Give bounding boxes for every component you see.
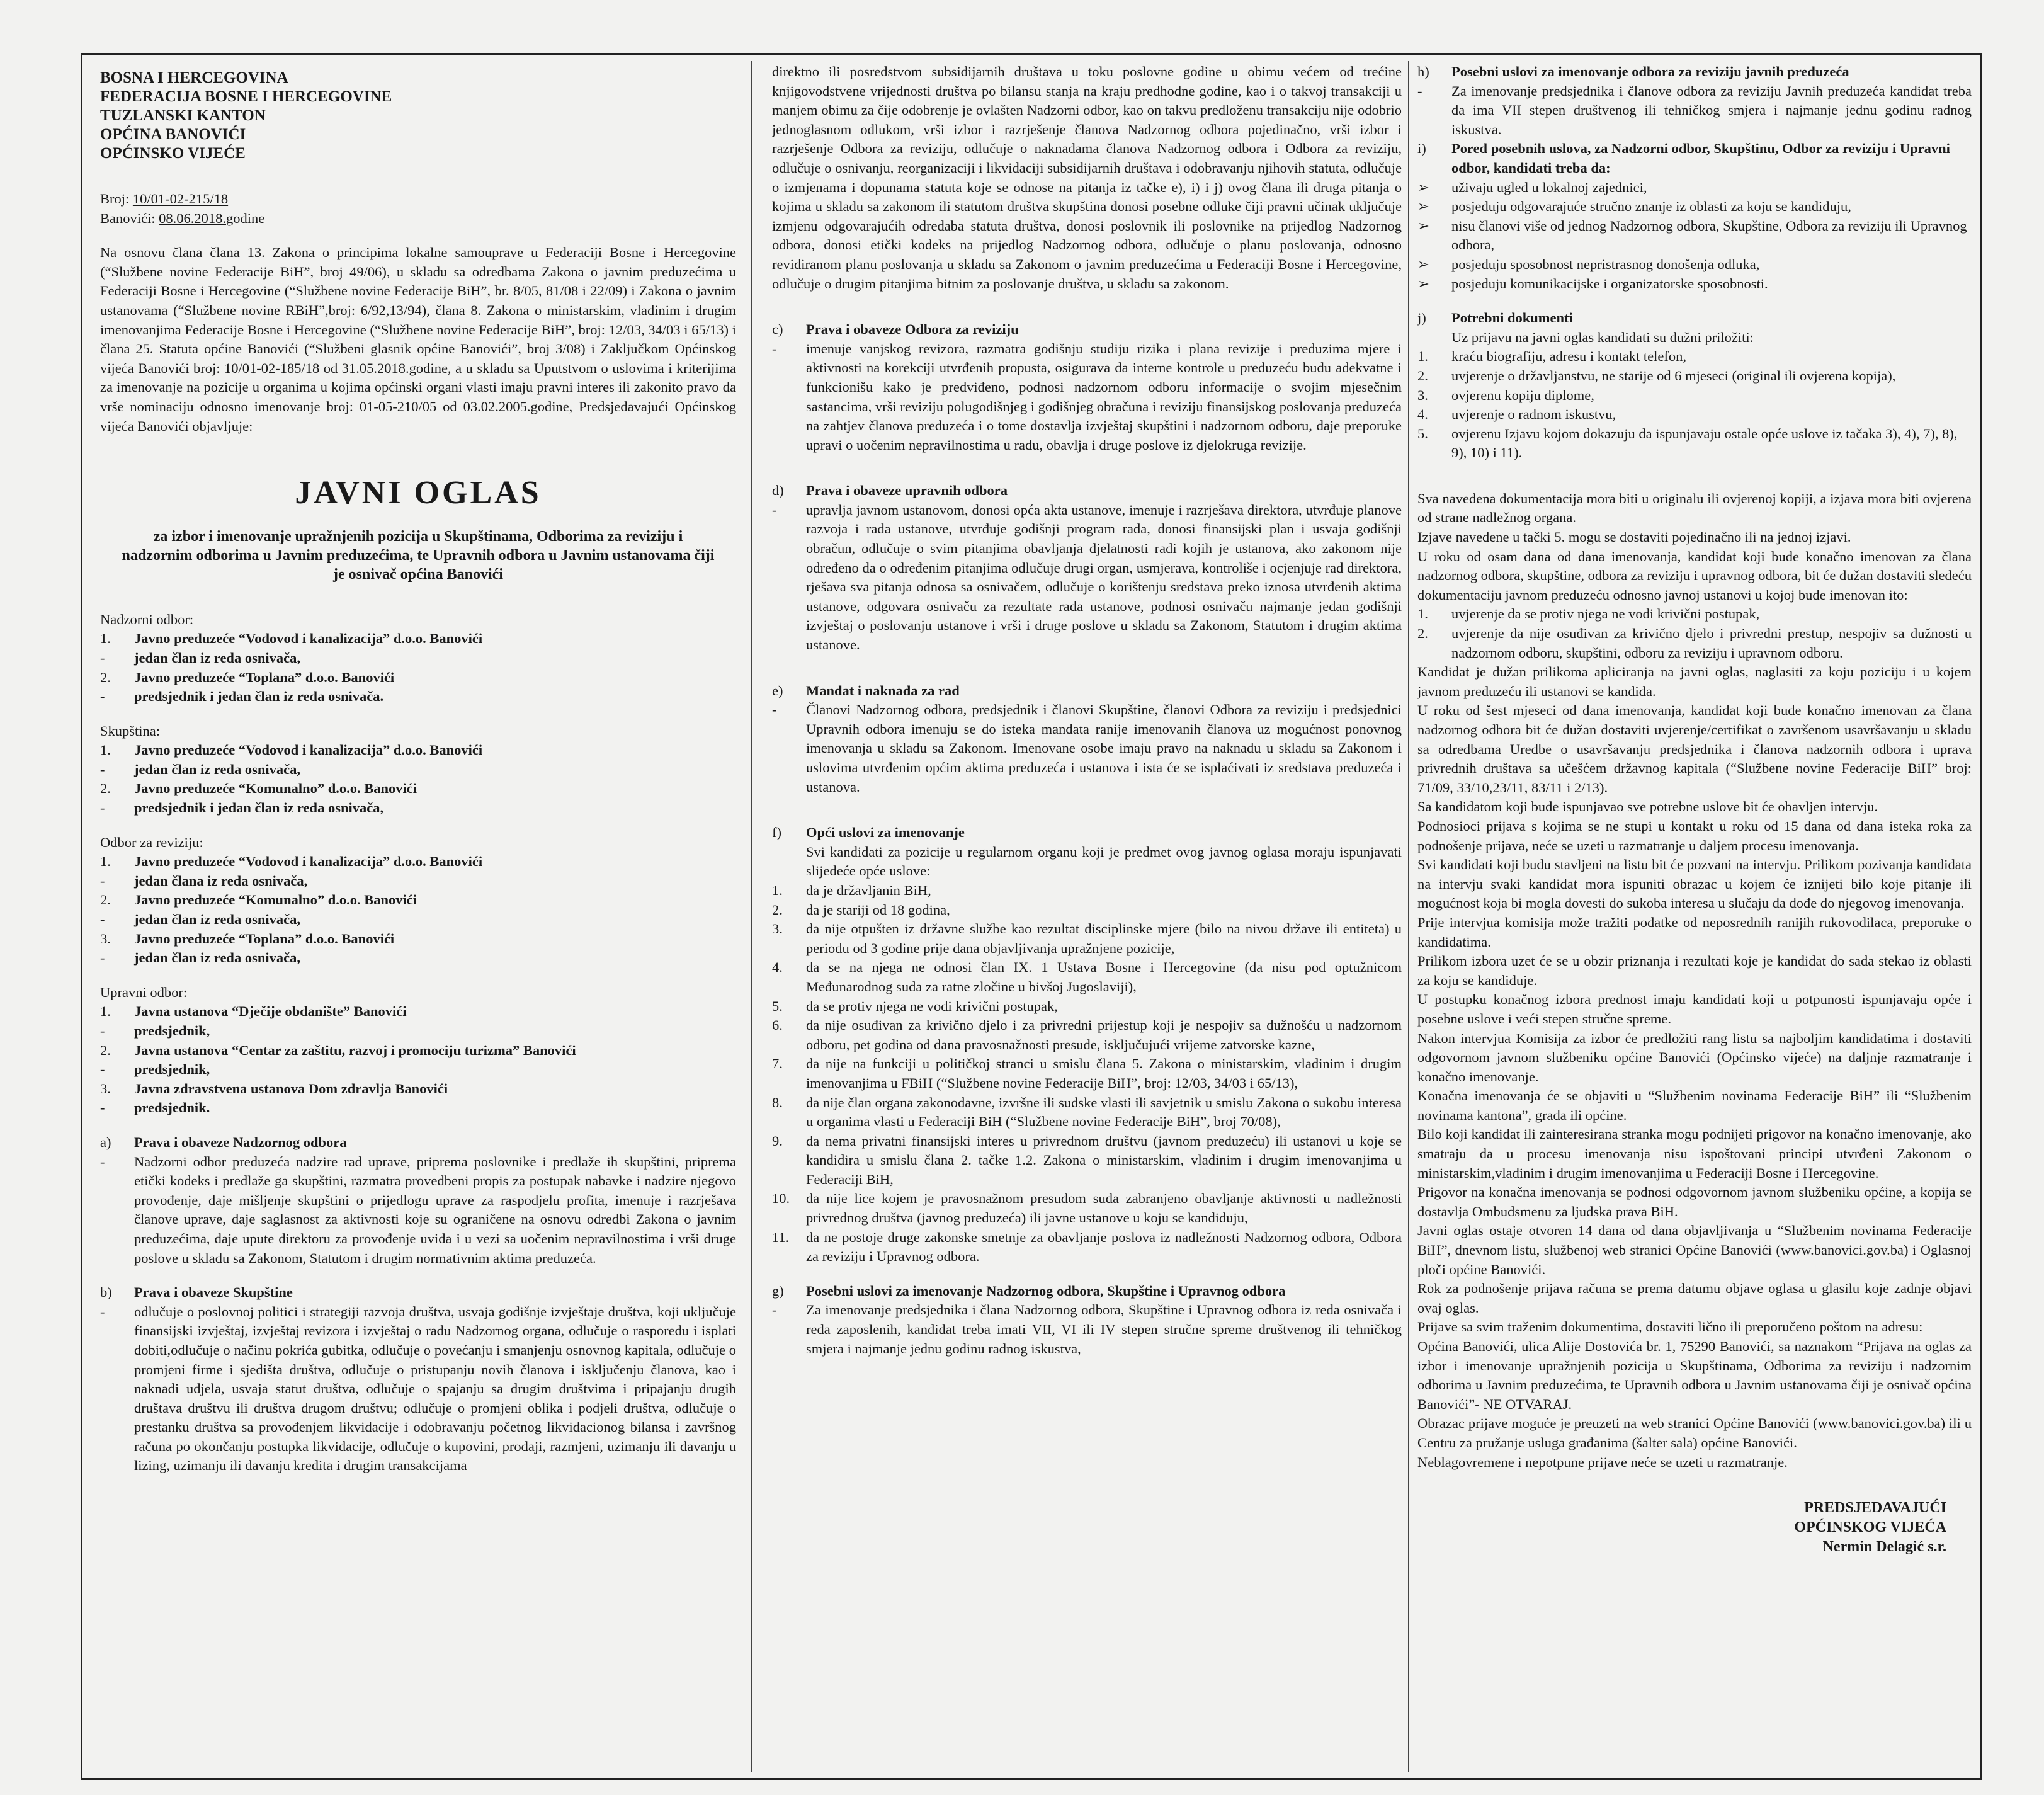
position-group [100, 722, 736, 833]
item-text: Pored posebnih uslova, za Nadzorni odbor, Skupštinu, Odbor za reviziju i Upravni odbor, kandidati treba da: [1451, 140, 1950, 176]
arrow-bullet-icon: ➢ [1417, 198, 1429, 215]
final-provisions [1417, 489, 1972, 1472]
item-marker: j) [1417, 310, 1426, 326]
item-text: kraću biografiju, adresu i kontakt telefon, [1451, 348, 1686, 365]
paragraph: Prije intervjua komisija može tražiti podatke od neposrednih ranijih rukovodilaca, preporuke o kandidatima. [1417, 914, 1972, 950]
section-c [772, 320, 1402, 455]
item-marker: 6. [772, 1017, 783, 1034]
item-text: ovjerenu kopiju diplome, [1451, 387, 1594, 403]
paragraph: Izjave navedene u tački 5. mogu se dostaviti pojedinačno ili na jednoj izjavi. [1417, 529, 1851, 545]
section-text: Članovi Nadzornog odbora, predsjednik i članovi Skupštine, članovi Odbora za reviziju i predsjednici Upravnih odbora imenuju se do isteka mandata ranije imenovanih članova uz mogućnost ponovnog imenovanja u skladu sa Zakonom. Imenovane osobe imaju pravo na naknadu u skladu sa Zakonom i uslovima utvrđenim općim aktima preduzeća i ustanova i ista će se isplaćivati iz sredstava preduzeća i ustanova. [806, 702, 1402, 795]
position-item [100, 741, 736, 760]
signature-name: Nermin Delagić s.r. [1822, 1539, 1946, 1556]
item-text: nisu članovi više od jednog Nadzornog odbora, Skupštine, Odbora za reviziju ili Upravnog odbora, [1451, 217, 1967, 253]
paragraph: Nakon intervjua Komisija za izbor će predložiti rang listu sa najboljim kandidatima i dostaviti odgovornom javnom službeniku općine Banovići (Općinsko vijeće) na daljnje razmatranje i konačno imenovanje. [1417, 1030, 1972, 1085]
header-line: OPĆINA BANOVIĆI [100, 126, 246, 143]
section-d [772, 481, 1402, 654]
paragraph: Svi kandidati koji budu stavljeni na listu bit će pozvani na intervju. Prilikom pozivanja kandidata na intervju svaki kandidat mora ispuniti obrazac u kojem će iznijeti bilo koje pitanje ili mogućnost koja bi mogla dovesti do sukoba interesa u slučaju da dođe do njegovog imenovanja. [1417, 857, 1972, 911]
item-marker: - [100, 688, 105, 705]
header-block [100, 69, 736, 163]
item-marker: - [100, 1061, 105, 1078]
item-marker: 3. [772, 921, 783, 937]
item-text: da je državljanin BiH, [806, 882, 931, 898]
header-line: TUZLANSKI KANTON [100, 107, 266, 124]
section-heading [772, 823, 1402, 843]
item-text: Prava i obaveze Odbora za reviziju [806, 321, 1019, 338]
paragraph: U roku od osam dana od dana imenovanja, kandidat koji bude konačno imenovan za člana nadzornog odbora, skupštine, odbora za reviziju i upravnog odbora, bit će dužan dostaviti sledeću dokumentaciju javnom preduzeću odnosno javnoj ustanovi u kojoj bude imenovan ito: [1417, 548, 1972, 603]
item-marker: - [100, 800, 105, 816]
item-text: Javno preduzeće “Toplana” d.o.o. Banovići [134, 669, 395, 685]
positions-list [100, 610, 736, 1118]
item-text: Javno preduzeće “Vodovod i kanalizacija” d.o.o. Banovići [134, 853, 483, 870]
condition-item [772, 1132, 1402, 1190]
item-marker: - [100, 950, 105, 966]
item-text: da je stariji od 18 godina, [806, 901, 950, 918]
paragraph: Kandidat je dužan prilikoma apliciranja na javni oglas, naglasiti za koju poziciju i u kojem javnom preduzeću ili ustanovi se kandida. [1417, 664, 1972, 699]
paragraph: Sa kandidatom koji bude ispunjavao sve potrebne uslove bit će obavljen intervju. [1417, 799, 1878, 815]
item-text: predsjednik i jedan član iz reda osnivača. [134, 688, 384, 705]
position-item [100, 1060, 736, 1080]
group-title: Nadzorni odbor: [100, 611, 194, 627]
section-heading [1417, 62, 1972, 82]
date: 08.06.2018. [159, 210, 226, 226]
item-text: Potrebni dokumenti [1451, 310, 1573, 326]
section-body [772, 339, 1402, 455]
condition-item [772, 920, 1402, 958]
item-text: da nije osuđivan za krivično djelo i za privredni prijestup koji je nespojiv sa dužnošću u nadzornom odboru, pet godina od dana pravosnažnosti presude, isključujući vrijeme zatvorske kazne, [806, 1017, 1402, 1052]
paragraph: Obrazac prijave moguće je preuzeti na web stranici Općine Banovići (www.banovici.gov.ba) ili u Centru za pružanje usluga građanima (šalter sala) općine Banovići. [1417, 1415, 1972, 1450]
item-marker: 3. [100, 1080, 111, 1097]
item-text: ovjerenu Izjavu kojom dokazuju da ispunjavaju ostale opće uslove iz tačaka 3), 4), 7), 8), 9), 10) i 11). [1451, 425, 1958, 461]
paragraph: Konačna imenovanja će se objaviti u “Službenim novinama Federacije BiH” ili “Službenim novinama kantona”, grada ili općine. [1417, 1088, 1972, 1123]
section-text: odlučuje o poslovnoj politici i strategiji razvoja društva, usvaja godišnje izvještaje društva, koji uključuje finansijski izvještaj, izvještaj revizora i izvještaj o radu Nadzornog organa, odlučuje o rasporedu i isplati dobiti,odlučuje o načinu pokrića gubitka, odlučuje o povećanju i smanjenju osnovnog kapitala, odlučuje o promjeni firme i sjedišta društva, odlučuje o pristupanju novih članova i isključenju članova, kao i naknadi udjela, usvaja statut društva, odlučuje o spajanju sa drugim društvima i pripajanju drugih društava društvu ili društva drugom društvu; odlučuje o promjeni oblika i podjeli društva, odlučuje o prestanku društva sa provođenjem likvidacije i odobravanju početnog likvidacionog bilansa i završnog računa po okončanju postupka likvidacije, odlučuje o kupovini, prodaji, razmjeni, uzimanju ili davanju u lizing, uzimanju ili davanju kredita i drugim transakcijama [134, 1303, 736, 1474]
document-item [1417, 386, 1972, 406]
item-text: predsjednik i jedan član iz reda osnivača, [134, 800, 384, 816]
position-item [100, 687, 736, 707]
item-marker: 9. [772, 1132, 783, 1149]
item-marker: 8. [772, 1094, 783, 1110]
paragraph: Rok za podnošenje prijava računa se prema datumu objave oglasa u glasilu koje zadnje objavi ovaj oglas. [1417, 1280, 1972, 1316]
column-divider [751, 61, 752, 1772]
spacer [1417, 328, 1451, 348]
item-marker: 2. [1417, 367, 1428, 384]
spacer [772, 843, 806, 881]
section-b-continued: direktno ili posredstvom subsidijarnih društava u toku poslovne godine u obimu većem od trećine knjigovodstvene vrijednosti društva po bilansu stanja na kraju predhodne godine, kao i o takvoj transakciji u manjem obimu za čije odobrenje je ovlašten Nadzorni odbor, kao on takvu predloženu transakciju nije odobrio jednoglasnom odlukom, vrši izbor i razrješenje članova Nadzornog odbora pojedinačno, vrši izbor i razrješenje Odbora za reviziju, odlučuje o naknadama članova Nadzornog odbora i Odbora za reviziju, odlučuje o osnivanju, reorganizaciji i likvidaciji subsidijarnih društava i odobravanju njihovih statuta, odlučuje o izmjenama i dopunama statuta koje se odnose na pitanja iz tačke e), i) i j) ovog člana ili druga pitanja o kojima u skladu sa zakonom ili statutom društva skupština donosi posebne odluke čiji pravni učinak uključuje izmjenu odgovarajućih odredaba statuta društva, donosi poslovnik ili poslovnike na prijedlog Nadzornog odbora, donosi etički kodeks na prijedlog Nadzornog odbora, odlučuje o planu poslovanja, odnosno revidiranom planu poslovanja u skladu sa Zakonom o javnim preduzećima u Federaciji Bosne i Hercegovine, odlučuje o drugim pitanjima bitnim za poslovanje društva, u skladu sa zakonom. [772, 64, 1402, 292]
position-item [100, 1041, 736, 1061]
requirement-item [1417, 178, 1972, 198]
condition-item [772, 881, 1402, 901]
section-heading [772, 1282, 1402, 1301]
condition-item [772, 1093, 1402, 1132]
paragraph: Neblagovremene i nepotpune prijave neće se uzeti u razmatranje. [1417, 1454, 1788, 1470]
dash-marker: - [772, 340, 777, 356]
dash-marker: - [772, 702, 777, 718]
group-title: Skupština: [100, 722, 161, 739]
item-marker: 5. [772, 998, 783, 1014]
item-marker: 1. [100, 1003, 111, 1020]
paragraph: Prijave sa svim traženim dokumentima, dostaviti lično ili preporučeno poštom na adresu: [1417, 1319, 1923, 1335]
document-item [1417, 347, 1972, 367]
item-text: uvjerenje da nije osuđivan za krivično djelo i privredni prestup, nespojiv sa dužnosti u nadzornom odboru, skupštini, odboru za reviziju i upravnom odboru. [1451, 625, 1972, 661]
section-intro [772, 843, 1402, 881]
document-item [1417, 425, 1972, 463]
document-item [1417, 405, 1972, 425]
header-line: OPĆINSKO VIJEĆE [100, 145, 246, 162]
item-marker: - [100, 649, 105, 666]
item-text: Opći uslovi za imenovanje [806, 824, 965, 841]
dash-marker: - [100, 1303, 105, 1319]
item-marker: f) [772, 824, 781, 841]
condition-item [772, 1189, 1402, 1228]
item-marker: 1. [100, 853, 111, 870]
section-text: Za imenovanje predsjednika i člana Nadzornog odbora, Skupštine i Upravnog odbora iz reda osnivača i reda zaposlenih, kandidat treba imati VII, VI ili IV stepen stručne spreme društvenog ili tehničkog smjera i najmanje jednu godinu radnog iskustva, [806, 1302, 1402, 1357]
item-marker: 5. [1417, 425, 1428, 442]
item-marker: 2. [772, 901, 783, 918]
section-intro [1417, 328, 1972, 348]
item-marker: b) [100, 1284, 112, 1301]
column-1 [100, 62, 736, 1773]
item-marker: - [100, 872, 105, 889]
section-f [772, 823, 1402, 1267]
position-item [100, 852, 736, 872]
item-marker: 2. [1417, 625, 1428, 642]
broj-line: Broj: 10/01-02-215/18 [100, 191, 229, 207]
paragraph: Sva navedena dokumentacija mora biti u originalu ili ovjerenoj kopiji, a izjava mora biti ovjerena od strane nadležnog organa. [1417, 490, 1972, 526]
position-group [100, 610, 736, 722]
section-body [1417, 82, 1972, 140]
section-e [772, 681, 1402, 797]
section-heading [1417, 309, 1972, 328]
requirement-item [1417, 275, 1972, 294]
section-heading [772, 681, 1402, 701]
dash-marker: - [772, 1302, 777, 1318]
item-marker: 11. [772, 1229, 790, 1245]
item-text: Posebni uslovi za imenovanje odbora za reviziju javnih preduzeća [1451, 64, 1849, 79]
section-heading [1417, 139, 1972, 178]
position-item [100, 779, 736, 799]
item-marker: 3. [100, 930, 111, 947]
item-marker: 2. [100, 892, 111, 908]
section-text: Svi kandidati za pozicije u regularnom organu koji je predmet ovog javnog oglasa moraju ispunjavati slijedeće opće uslove: [806, 843, 1402, 879]
paragraph: U postupku konačnog izbora prednost imaju kandidati koji u potpunosti ispunjavaju opće i posebne uslove i veći stepen stručne spreme. [1417, 991, 1972, 1027]
item-marker: 1. [100, 630, 111, 647]
section-b [100, 1283, 736, 1476]
paragraph: Općina Banovići, ulica Alije Dostovića br. 1, 75290 Banovići, sa naznakom “Prijava na oglas za izbor i imenovanje upražnjenih pozicija u Skupštinama, Odborima za reviziju i nadzornim odborima u Javnim preduzećima, te Upravnih odbora u Javnim ustanovama čiji je osnivač općina Banovići”- NE OTVARAJ. [1417, 1338, 1972, 1412]
item-text: Javna ustanova “Dječije obdanište” Banovići [134, 1003, 407, 1020]
section-body [772, 700, 1402, 797]
item-text: uvjerenje o radnom iskustvu, [1451, 406, 1616, 423]
broj: 10/01-02-215/18 [132, 191, 229, 207]
section-text: Uz prijavu na javni oglas kandidati su dužni priložiti: [1451, 329, 1754, 345]
condition-item [772, 1016, 1402, 1054]
item-marker: g) [772, 1282, 784, 1299]
condition-item [772, 958, 1402, 996]
section-heading [100, 1283, 736, 1302]
position-item [100, 1022, 736, 1041]
condition-item [772, 1228, 1402, 1267]
item-text: Posebni uslovi za imenovanje Nadzornog odbora, Skupštine i Upravnog odbora [806, 1282, 1286, 1299]
item-text: Javno preduzeće “Vodovod i kanalizacija” d.o.o. Banovići [134, 630, 483, 647]
requirement-item [1417, 197, 1972, 217]
paragraph: Podnosioci prijava s kojima se ne stupi u kontakt u roku od 15 dana od dana isteka roka za podnošenje prijava, neće se uzeti u razmatranje u daljem procesu imenovanja. [1417, 818, 1972, 853]
position-item [100, 930, 736, 949]
item-text: da nema privatni finansijski interes u privrednom društvu (javnom preduzeću) ili ustanovi u koje se kandidira u smislu člana 2. tačke 1.2. Zakona o ministarskim, vladinim i drugim imenovanjima u Federaciji BiH, [806, 1132, 1402, 1187]
item-marker: 2. [100, 780, 111, 797]
item-text: jedan član iz reda osnivača, [134, 761, 300, 777]
item-text: da nije otpušten iz državne službe kao rezultat disciplinske mjere (bilo na nivou države ili entiteta) u periodu od 3 godine prije dana objavljivanja upražnjene pozicije, [806, 921, 1402, 956]
position-item [100, 891, 736, 910]
item-marker: 2. [100, 669, 111, 685]
condition-item [772, 997, 1402, 1017]
item-marker: 4. [772, 959, 783, 976]
item-marker: - [100, 761, 105, 777]
item-text: posjeduju odgovarajuće stručno znanje iz oblasti za koju se kandiduju, [1451, 198, 1851, 215]
item-marker: 3. [1417, 387, 1428, 403]
position-item [100, 760, 736, 780]
item-text: predsjednik, [134, 1061, 210, 1078]
item-text: Javno preduzeće “Komunalno” d.o.o. Banovići [134, 780, 417, 797]
item-text: da se na njega ne odnosi član IX. 1 Ustava Bosne i Hercegovine (da nisu pod optužnicom Međunarodnog suda za ratne zločine u bivšoj Jugoslaviji), [806, 959, 1402, 994]
item-marker: 7. [772, 1056, 783, 1072]
paragraph: Prigovor na konačna imenovanja se podnosi odgovornom javnom službeniku općine, a kopija se dostavlja Ombudsmenu za ljudska prava BiH. [1417, 1184, 1972, 1219]
requirement-item [1417, 255, 1972, 275]
group-title: Upravni odbor: [100, 984, 188, 1000]
position-item [100, 799, 736, 818]
dash-marker: - [772, 501, 777, 518]
item-text: predsjednik, [134, 1023, 210, 1039]
section-body [100, 1302, 736, 1476]
item-text: uvjerenje da se protiv njega ne vodi krivični postupak, [1451, 606, 1760, 622]
dash-marker: - [100, 1153, 105, 1170]
position-item [100, 1002, 736, 1022]
position-item [100, 668, 736, 688]
position-item [100, 649, 736, 668]
item-text: da nije na funkciji u političkoj stranci u smislu člana 5. Zakona o ministarskim, vladinim i drugim imenovanjima u FBiH (“Službene novine Federacije BiH”, broj: 12/03, 34/03 i 65/13), [806, 1056, 1402, 1091]
item-text: Prava i obaveze Nadzornog odbora [134, 1134, 347, 1150]
item-text: predsjednik. [134, 1100, 210, 1116]
item-marker: 1. [100, 742, 111, 758]
signature-title: OPĆINSKOG VIJEĆA [1794, 1519, 1946, 1536]
item-marker: 2. [100, 1042, 111, 1058]
item-marker: 4. [1417, 406, 1428, 423]
section-heading [772, 481, 1402, 501]
item-marker: 1. [1417, 606, 1428, 622]
arrow-bullet-icon: ➢ [1417, 217, 1429, 234]
section-body [100, 1153, 736, 1268]
item-text: Javno preduzeće “Vodovod i kanalizacija” d.o.o. Banovići [134, 742, 483, 758]
position-item [100, 910, 736, 930]
section-text: Nadzorni odbor preduzeća nadzire rad uprave, priprema poslovnike i predlaže ih skupštini, priprema etički kodeks i predlaže ga skupštini, razmatra provedbeni propis za postupak nabavke i nadzire njegovo provođenje, daje mišljenje skupštini o prijedlogu uprave za raspodjelu profita, imenuje i razrješava članove uprave, daje saglasnost za aktivnosti koje su ograničene na osnovu odredbi Zakona o javnim preduzećima, daje upute direktoru za provođenje uvida i u vezi sa uočenim nepravilnostima i vrši druge poslove u skladu sa Zakonom, Statutom i drugim normativnim aktima preduzeća. [134, 1153, 736, 1266]
column-3 [1417, 62, 1972, 1773]
position-item [100, 872, 736, 891]
item-text: da nije član organa zakonodavne, izvršne ili sudske vlasti ili savjetnik u smislu Zakona o sukobu interesa u organima vlasti u Federaciji BiH (“Službene novine Federacije BiH”, broj 70/08), [806, 1094, 1402, 1130]
item-marker: - [100, 1100, 105, 1116]
item-text: Javna ustanova “Centar za zaštitu, razvoj i promociju turizma” Banovići [134, 1042, 576, 1058]
arrow-bullet-icon: ➢ [1417, 256, 1429, 272]
item-text: jedan član iz reda osnivača, [134, 911, 300, 928]
item-text: uvjerenje o državljanstvu, ne starije od 6 mjeseci (original ili ovjerena kopija), [1451, 367, 1896, 384]
item-text: Javno preduzeće “Komunalno” d.o.o. Banovići [134, 892, 417, 908]
paragraph: Bilo koji kandidat ili zainteresirana stranka mogu podnijeti prigovor na konačno imenovanje, ako smatraju da u procesu imenovanja nisu ispoštovani principi utvrđeni Zakonom o ministarskim,vladinim i drugim imenovanjima u Federaciji Bosne i Hercegovine. [1417, 1126, 1972, 1181]
requirement-item [1417, 217, 1972, 255]
group-title: Odbor za reviziju: [100, 834, 203, 850]
paragraph: Javni oglas ostaje otvoren 14 dana od dana objavljivanja u “Službenim novinama Federacije BiH”, dnevnom listu, službenoj web stranici Općine Banovići (www.banovici.gov.ba) i Oglasnoj ploči općine Banovići. [1417, 1222, 1972, 1277]
section-body [772, 501, 1402, 655]
condition-item [772, 1054, 1402, 1093]
section-h [1417, 62, 1972, 139]
certificate-item [1417, 605, 1972, 624]
item-text: uživaju ugled u lokalnoj zajednici, [1451, 179, 1647, 195]
item-text: jedan član iz reda osnivača, [134, 950, 300, 966]
item-text: da se protiv njega ne vodi krivični postupak, [806, 998, 1058, 1014]
paragraph: U roku od šest mjeseci od dana imenovanja, kandidat koji bude konačno imenovan za člana nadzornog odbora bit će dužan dostaviti uvjerenje/certifikat o završenom usavršavanju u skladu sa odredbama Uredbe o usavršavanju predsjednika i članova nadzornih odbora i uprava privrednih društava sa učešćem državnog kapitala (“Službene novine Federacije BiH” broj: 71/09, 33/10,23/11, 83/11 i 2/13). [1417, 702, 1972, 795]
signature-title: PREDSJEDAVAJUĆI [1804, 1500, 1946, 1517]
position-group [100, 983, 736, 1118]
section-a [100, 1133, 736, 1268]
item-marker: - [100, 1023, 105, 1039]
item-marker: c) [772, 321, 783, 338]
section-text: upravlja javnom ustanovom, donosi opća akta ustanove, imenuje i razrješava direktora, utvrđuje planove razvoja i rada ustanove, utvrđuje godišnji program rada, donosi finansijski plan i usvaja godišnji obračun, odlučuje o svim pitanjima obavljanja djelatnosti radi kojih je ustanova, ako zakonom nije određeno da o određenim pitanjima odlučuje drugi organ, usmjerava, kontroliše i ocjenjuje rad direktora, rješava sva pitanja odnosa sa osnivačem, odlučuje o korištenju sredstava preko iznosa utvrđenih aktima ustanove, odgovara osnivaču za rezultate rada ustanove, podnosi osnivaču najmanje jedan godišnji izvještaj o poslovanju ustanove i vrši i druge poslove u skladu sa Zakonom, Statutom i drugim aktima ustanove. [806, 501, 1402, 653]
section-body [772, 1301, 1402, 1359]
section-i [1417, 139, 1972, 293]
item-text: Javno preduzeće “Toplana” d.o.o. Banovići [134, 930, 395, 947]
item-text: jedan člana iz reda osnivača, [134, 872, 308, 889]
document-item [1417, 367, 1972, 386]
position-item [100, 629, 736, 649]
date-line: Banovići: 08.06.2018.godine [100, 210, 265, 226]
item-marker: 10. [772, 1190, 790, 1207]
intro-paragraph: Na osnovu člana člana 13. Zakona o principima lokalne samouprave u Federaciji Bosne i Hercegovine (“Službene novine Federacije BiH”, broj 49/06), u skladu sa odredbama Zakona o javnim preduzećima u Federaciji Bosne i Hercegovine (“Službene novine Federacije BiH”, br. 8/05, 81/08 i 22/09) i Zakona o javnim ustanovama (“Službene novine RBiH”,broj: 6/92,13/94), člana 8. Zakona o ministarskim, vladinim i drugim imenovanjima Federacije Bosne i Hercegovine (“Službene novine Federacije BiH”, broj: 12/03, 34/03 i 65/13) i člana 25. Statuta općine Banovići (“Službeni glasnik općine Banovići”, broj 3/08) i Zaključkom Općinskog vijeća Banovići broj: 10/01-02-185/18 od 31.05.2018.godine, a u skladu sa Uputstvom o uslovima i kriterijima za imenovanje na pozicije u organima u kojima općinski organi vlasti imaju pravni interes ili zakonito pravo da vrše nominaciju odnosno imenovanje broj: 01-05-210/05 od 03.02.2005.godine, Predsjedavajući Općinskog vijeća Banovići objavljuje: [100, 244, 736, 434]
item-text: Prava i obaveze Skupštine [134, 1284, 293, 1301]
header-line: BOSNA I HERCEGOVINA [100, 69, 288, 86]
position-group [100, 833, 736, 983]
section-j [1417, 309, 1972, 463]
item-marker: a) [100, 1134, 111, 1150]
item-marker: - [100, 911, 105, 928]
dash-marker: - [1417, 83, 1422, 99]
section-text: Za imenovanje predsjednika i članove odbora za reviziju Javnih preduzeća kandidat treba da ima VII stepen društvenog ili tehničkog smjera i najmanje jednu godinu radnog iskustva. [1451, 83, 1972, 137]
arrow-bullet-icon: ➢ [1417, 179, 1429, 195]
page-title: JAVNI OGLAS [295, 475, 542, 511]
arrow-bullet-icon: ➢ [1417, 275, 1429, 292]
item-text: posjeduju komunikacijske i organizatorske sposobnosti. [1451, 275, 1768, 292]
item-text: posjeduju sposobnost nepristrasnog donošenja odluka, [1451, 256, 1760, 272]
notice-frame [81, 53, 1982, 1780]
item-text: Mandat i naknada za rad [806, 682, 960, 698]
item-marker: h) [1417, 64, 1429, 79]
item-marker: 1. [1417, 348, 1428, 365]
subtitle: za izbor i imenovanje upražnjenih pozicija u Skupštinama, Odborima za reviziju i nadzornim odborima u Javnim preduzećima, te Upravnih odbora u Javnim ustanovama čiji je osnivač općina Banovići [122, 528, 715, 583]
item-text: Javna zdravstvena ustanova Dom zdravlja Banovići [134, 1080, 448, 1097]
item-marker: i) [1417, 140, 1426, 157]
item-text: Prava i obaveze upravnih odbora [806, 482, 1008, 499]
section-text: imenuje vanjskog revizora, razmatra godišnju studiju rizika i plana revizije i preduzima mjere i aktivnosti na korekciji utvrđenih propusta, osigurava da interne kontrole u preduzeću budu adekvatne i funkcionišu kako je predviđeno, podnosi nadzornom odboru informacije o svojim mjesečnim sastancima, vrši reviziju polugodišnjeg i godišnjeg obračuna i reviziju finansijskog poslovanja preduzeća na zahtjev članova preduzeća i o tome dostavlja izvještaj skupštini i nadzornom odboru, daje preporuke upravi o uočenim nepravilnostima u radu, obavlja i druge poslove iz djelokruga revizije. [806, 340, 1402, 453]
certificate-item [1417, 624, 1972, 663]
item-text: jedan član iz reda osnivača, [134, 649, 300, 666]
item-text: da nije lice kojem je pravosnažnom presudom suda zabranjeno obavljanje aktivnosti u nadležnosti privrednog društva (javnog preduzeća) ili javne ustanove u koju se kandiduju, [806, 1190, 1402, 1226]
section-g [772, 1282, 1402, 1359]
item-marker: d) [772, 482, 784, 499]
section-heading [772, 320, 1402, 339]
column-divider [1408, 61, 1409, 1772]
header-line: FEDERACIJA BOSNE I HERCEGOVINE [100, 88, 392, 105]
column-2 [772, 62, 1402, 1773]
item-marker: 1. [772, 882, 783, 898]
item-text: da ne postoje druge zakonske smetnje za obavljanje poslova iz nadležnosti Nadzornog odbora, Odbora za reviziju i Upravnog odbora. [806, 1229, 1402, 1265]
section-heading [100, 1133, 736, 1153]
paragraph: Prilikom izbora uzet će se u obzir priznanja i rezultati koje je kandidat do sada stekao iz oblasti za koju se kandiduje. [1417, 953, 1972, 988]
signature-block [1417, 1498, 1972, 1557]
position-item [100, 1080, 736, 1099]
condition-item [772, 901, 1402, 920]
position-item [100, 1098, 736, 1118]
position-item [100, 949, 736, 968]
item-marker: e) [772, 682, 783, 698]
